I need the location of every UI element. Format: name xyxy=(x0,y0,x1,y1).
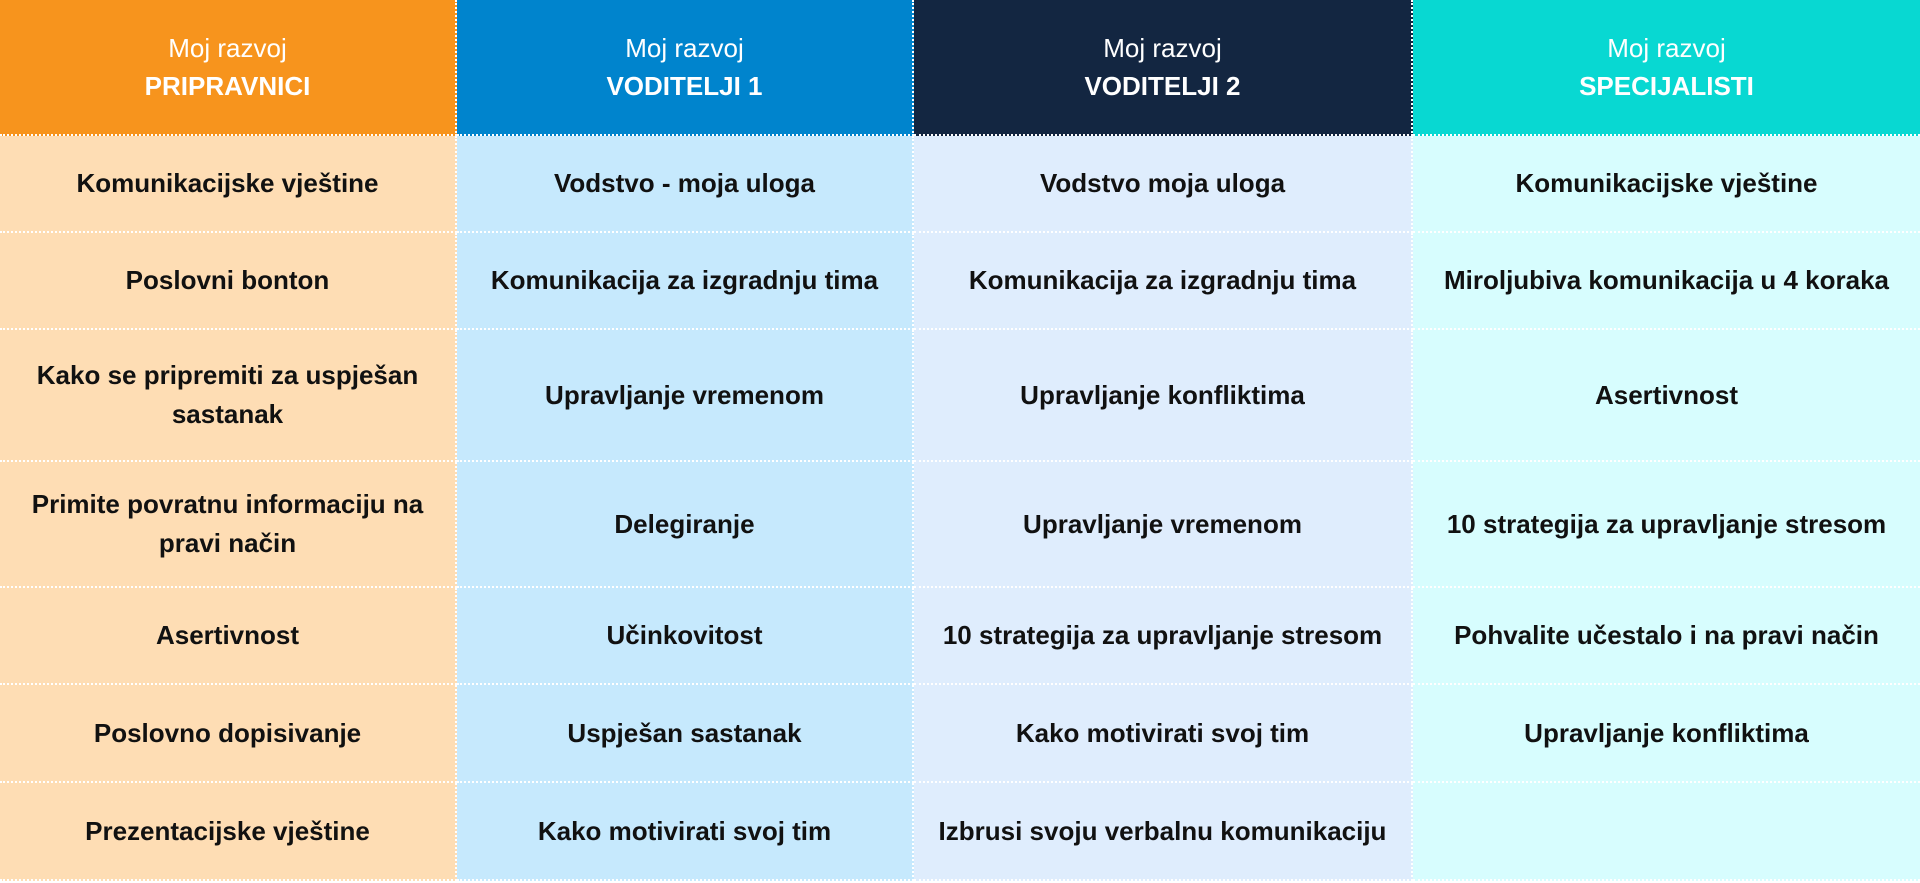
column-header-title: PRIPRAVNICI xyxy=(144,71,311,101)
table-cell: Učinkovitost xyxy=(457,588,914,685)
column-header-voditelji-1 xyxy=(457,0,914,136)
table-cell: 10 strategija za upravljanje stresom xyxy=(914,588,1413,685)
column-header-title: VODITELJI 1 xyxy=(606,71,763,101)
table-cell: Komunikacija za izgradnju tima xyxy=(457,233,914,330)
table-cell: Komunikacijske vještine xyxy=(0,136,457,233)
table-cell: Komunikacijske vještine xyxy=(1413,136,1920,233)
table-cell: Miroljubiva komunikacija u 4 koraka xyxy=(1413,233,1920,330)
table-cell: Komunikacija za izgradnju tima xyxy=(914,233,1413,330)
column-header-subtitle: Moj razvoj xyxy=(1103,33,1222,63)
table-cell: Vodstvo - moja uloga xyxy=(457,136,914,233)
table-cell: Pohvalite učestalo i na pravi način xyxy=(1413,588,1920,685)
table-cell: Vodstvo moja uloga xyxy=(914,136,1413,233)
column-header-pripravnici xyxy=(0,0,457,136)
table-cell: Kako se pripremiti za uspješan sastanak xyxy=(0,330,457,462)
table-cell: Primite povratnu informaciju na pravi način xyxy=(0,462,457,588)
column-header-specijalisti xyxy=(1413,0,1920,136)
column-header-subtitle: Moj razvoj xyxy=(1607,33,1726,63)
column-header-title: VODITELJI 2 xyxy=(1084,71,1241,101)
column-header-subtitle: Moj razvoj xyxy=(168,33,287,63)
table-cell: Asertivnost xyxy=(1413,330,1920,462)
table-cell: Upravljanje vremenom xyxy=(457,330,914,462)
table-cell: Poslovno dopisivanje xyxy=(0,685,457,783)
table-cell: 10 strategija za upravljanje stresom xyxy=(1413,462,1920,588)
table-cell xyxy=(1413,783,1920,881)
table-cell: Asertivnost xyxy=(0,588,457,685)
table-cell: Upravljanje vremenom xyxy=(914,462,1413,588)
table-cell: Upravljanje konfliktima xyxy=(1413,685,1920,783)
table-cell: Delegiranje xyxy=(457,462,914,588)
table-cell: Kako motivirati svoj tim xyxy=(457,783,914,881)
column-header-subtitle: Moj razvoj xyxy=(625,33,744,63)
table-cell: Izbrusi svoju verbalnu komunikaciju xyxy=(914,783,1413,881)
table-cell: Upravljanje konfliktima xyxy=(914,330,1413,462)
table-cell: Prezentacijske vještine xyxy=(0,783,457,881)
table-cell: Poslovni bonton xyxy=(0,233,457,330)
table-cell: Uspješan sastanak xyxy=(457,685,914,783)
table-cell: Kako motivirati svoj tim xyxy=(914,685,1413,783)
column-header-voditelji-2 xyxy=(914,0,1413,136)
column-header-title: SPECIJALISTI xyxy=(1579,71,1754,101)
